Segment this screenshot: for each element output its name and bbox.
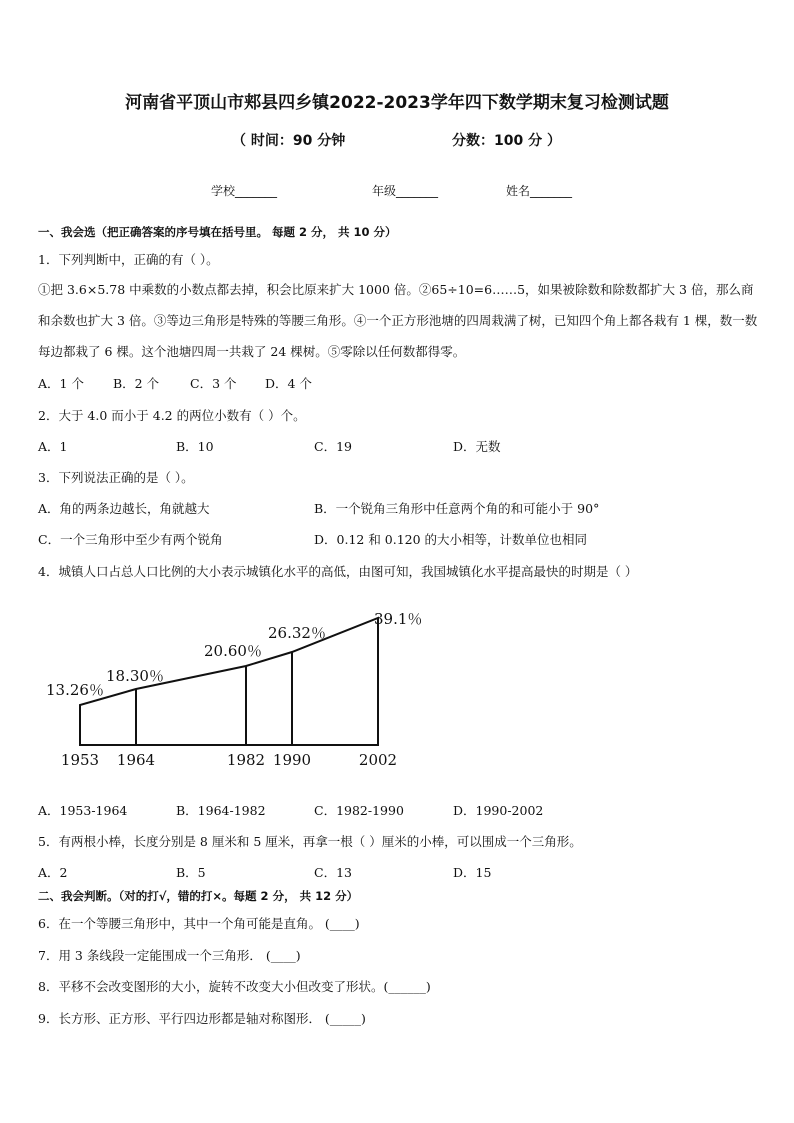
- q1-stem: 1．下列判断中，正确的有（ ）。: [38, 252, 219, 267]
- name-field[interactable]: 姓名_______: [506, 184, 573, 198]
- q1-option-a[interactable]: A．1 个: [38, 376, 84, 391]
- q2-option-a[interactable]: A．1: [38, 439, 68, 454]
- q1-body: ①把 3.6×5.78 中乘数的小数点都去掉，积会比原来扩大 1000 倍。②65÷10=6……5，如果被除数和除数都扩大 3 倍，那么商和余数也扩大 3 倍。③等边三角形是特殊的等腰三角形。④一个正方形池塘的四周栽满了树，已知四个角上都各栽有 1 棵，数一数每边都栽了 6 棵。这个池塘四周一共栽了 24 棵树。⑤零除以任何数都得零。: [38, 282, 758, 359]
- year-label-2002: 2002: [358, 751, 398, 769]
- q4-option-c[interactable]: C．1982-1990: [314, 803, 404, 818]
- q8-text: 8．平移不会改变图形的大小，旋转不改变大小但改变了形状。(______): [38, 979, 431, 994]
- q4-option-a[interactable]: A．1953-1964: [38, 803, 128, 818]
- urbanization-chart: [30, 605, 430, 780]
- q5-option-d[interactable]: D．15: [453, 865, 492, 880]
- q1-option-c[interactable]: C．3 个: [190, 376, 237, 391]
- q7-text: 7．用 3 条线段一定能围成一个三角形． (____): [38, 948, 301, 963]
- q4-option-b[interactable]: B．1964-1982: [176, 803, 266, 818]
- q5-option-b[interactable]: B．5: [176, 865, 206, 880]
- q6-text: 6．在一个等腰三角形中，其中一个角可能是直角。 (____): [38, 916, 360, 931]
- q5-option-a[interactable]: A．2: [38, 865, 68, 880]
- section-1-heading: 一、我会选（把正确答案的序号填在括号里。 每题 2 分， 共 10 分）: [38, 225, 397, 239]
- q9-text: 9．长方形、正方形、平行四边形都是轴对称图形． (_____): [38, 1011, 366, 1026]
- value-label-2002: 39.1％: [374, 610, 423, 628]
- q3-option-c[interactable]: C．一个三角形中至少有两个锐角: [38, 532, 223, 547]
- q2-option-c[interactable]: C．19: [314, 439, 352, 454]
- year-label-1953: 1953: [60, 751, 100, 769]
- year-label-1964: 1964: [116, 751, 156, 769]
- q4-stem: 4．城镇人口占总人口比例的大小表示城镇化水平的高低，由图可知，我国城镇化水平提高最快的时期是（ ）: [38, 564, 638, 579]
- section-2-heading: 二、我会判断。（对的打√，错的打×。每题 2 分， 共 12 分）: [38, 889, 359, 903]
- page-title: 河南省平顶山市郏县四乡镇2022-2023学年四下数学期末复习检测试题: [125, 93, 669, 113]
- year-label-1982: 1982: [226, 751, 266, 769]
- q2-stem: 2．大于 4.0 而小于 4.2 的两位小数有（ ）个。: [38, 408, 306, 423]
- exam-score: 分数：100 分 ）: [452, 133, 561, 149]
- q3-option-a[interactable]: A．角的两条边越长，角就越大: [38, 501, 210, 516]
- q1-option-b[interactable]: B．2 个: [113, 376, 160, 391]
- q3-stem: 3．下列说法正确的是（ ）。: [38, 470, 194, 485]
- value-label-1982: 20.60％: [204, 642, 262, 660]
- q5-option-c[interactable]: C．13: [314, 865, 352, 880]
- q3-option-d[interactable]: D．0.12 和 0.120 的大小相等，计数单位也相同: [314, 532, 588, 547]
- year-label-1990: 1990: [272, 751, 312, 769]
- grade-field[interactable]: 年级_______: [372, 184, 439, 198]
- school-field[interactable]: 学校_______: [211, 184, 278, 198]
- value-label-1953: 13.26％: [46, 681, 104, 699]
- q3-option-b[interactable]: B．一个锐角三角形中任意两个角的和可能小于 90°: [314, 501, 600, 516]
- q5-stem: 5．有两根小棒，长度分别是 8 厘米和 5 厘米，再拿一根（ ）厘米的小棒，可以围成一个三角形。: [38, 834, 582, 849]
- q2-option-d[interactable]: D．无数: [453, 439, 501, 454]
- q1-option-d[interactable]: D．4 个: [265, 376, 312, 391]
- exam-time: （ 时间：90 分钟: [232, 133, 346, 149]
- value-label-1964: 18.30％: [106, 667, 164, 685]
- q4-option-d[interactable]: D．1990-2002: [453, 803, 544, 818]
- value-label-1990: 26.32％: [268, 624, 326, 642]
- q2-option-b[interactable]: B．10: [176, 439, 214, 454]
